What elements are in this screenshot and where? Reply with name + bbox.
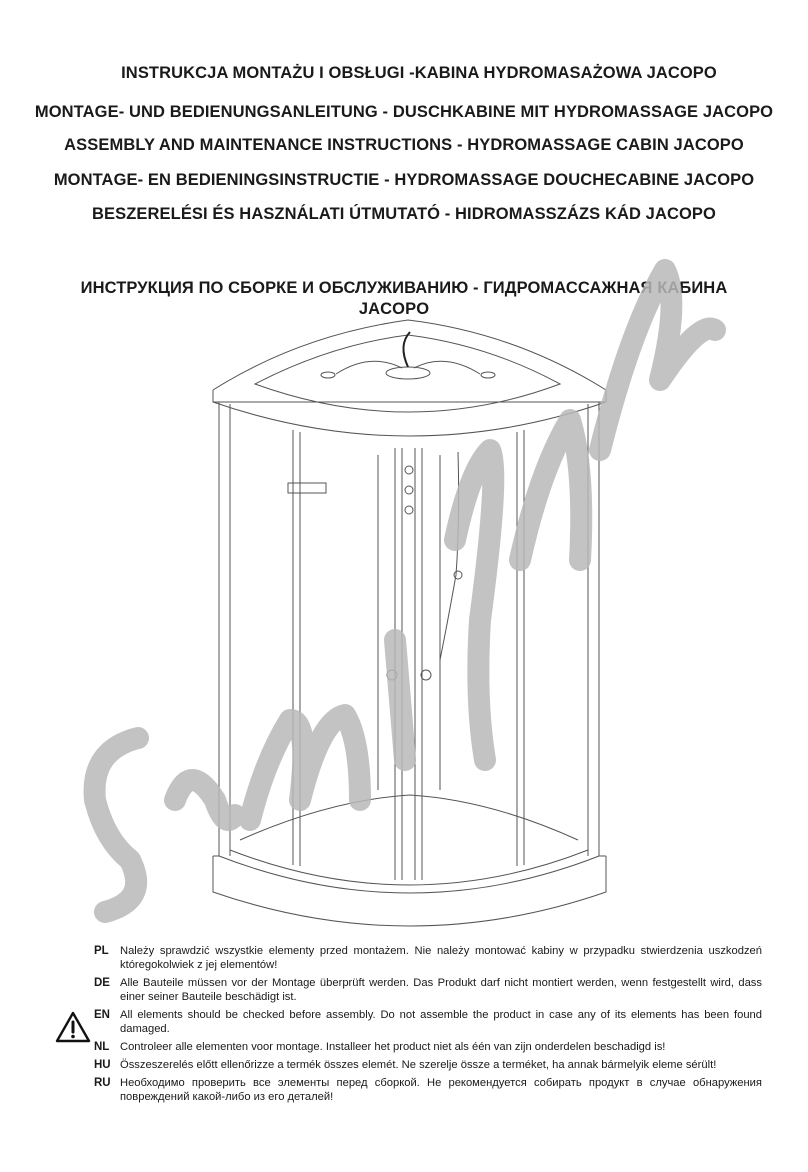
warning-row-de — [94, 976, 762, 1004]
warning-list — [94, 944, 762, 1108]
title-pl: INSTRUKCJA MONTAŻU I OBSŁUGI -KABINA HYDROMASAŻOWA JACOPO — [121, 64, 717, 82]
warning-row-pl — [94, 944, 762, 972]
warning-code: HU — [94, 1059, 111, 1071]
title-en: ASSEMBLY AND MAINTENANCE INSTRUCTIONS - HYDROMASSAGE CABIN JACOPO — [64, 136, 744, 154]
sanifun-signature-watermark — [95, 270, 715, 912]
warning-text: Controleer alle elementen voor montage. Installeer het product niet als één van zijn onderdelen beschadigd is! — [120, 1041, 666, 1053]
warning-code: DE — [94, 977, 110, 989]
warning-text: Összeszerelés előtt ellenőrizze a termék összes elemét. Ne szerelje össze a terméket, ha annak bármelyik eleme sérült! — [120, 1059, 717, 1071]
title-hu: BESZERELÉSI ÉS HASZNÁLATI ÚTMUTATÓ - HIDROMASSZÁZS KÁD JACOPO — [92, 205, 716, 223]
warning-row-hu — [94, 1058, 762, 1072]
warning-code: PL — [94, 945, 109, 957]
warning-text: Alle Bauteile müssen vor der Montage überprüft werden. Das Produkt darf nicht montiert werden, wenn festgestellt wird, dass einer seiner Bauteile beschädigt ist. — [120, 977, 762, 1003]
warning-triangle-icon — [55, 1011, 91, 1043]
warning-text: Необходимо проверить все элементы перед сборкой. Не рекомендуется собирать продукт в случае обнаружения повреждений какой-либо из его деталей! — [120, 1077, 762, 1103]
title-ru: ИНСТРУКЦИЯ ПО СБОРКЕ И ОБСЛУЖИВАНИЮ - ГИДРОМАССАЖНАЯ КАБИНА — [80, 279, 728, 297]
warning-row-nl — [94, 1040, 762, 1054]
title-nl: MONTAGE- EN BEDIENINGSINSTRUCTIE - HYDROMASSAGE DOUCHECABINE JACOPO — [53, 171, 755, 189]
warning-text: Należy sprawdzić wszystkie elementy przed montażem. Nie należy montować kabiny w przypadku stwierdzenia uszkodzeń któregokolwiek z jej elementów! — [120, 945, 762, 971]
warning-code: NL — [94, 1041, 110, 1053]
warning-row-en — [94, 1008, 762, 1036]
warning-code: RU — [94, 1077, 111, 1089]
warning-code: EN — [94, 1009, 110, 1021]
warning-row-ru — [94, 1076, 762, 1104]
warning-text: All elements should be checked before assembly. Do not assemble the product in case any of its elements has been found damaged. — [120, 1009, 762, 1035]
title-de: MONTAGE- UND BEDIENUNGSANLEITUNG - DUSCHKABINE MIT HYDROMASSAGE JACOPO — [34, 103, 774, 121]
title-ru-model: JACOPO — [358, 300, 430, 318]
